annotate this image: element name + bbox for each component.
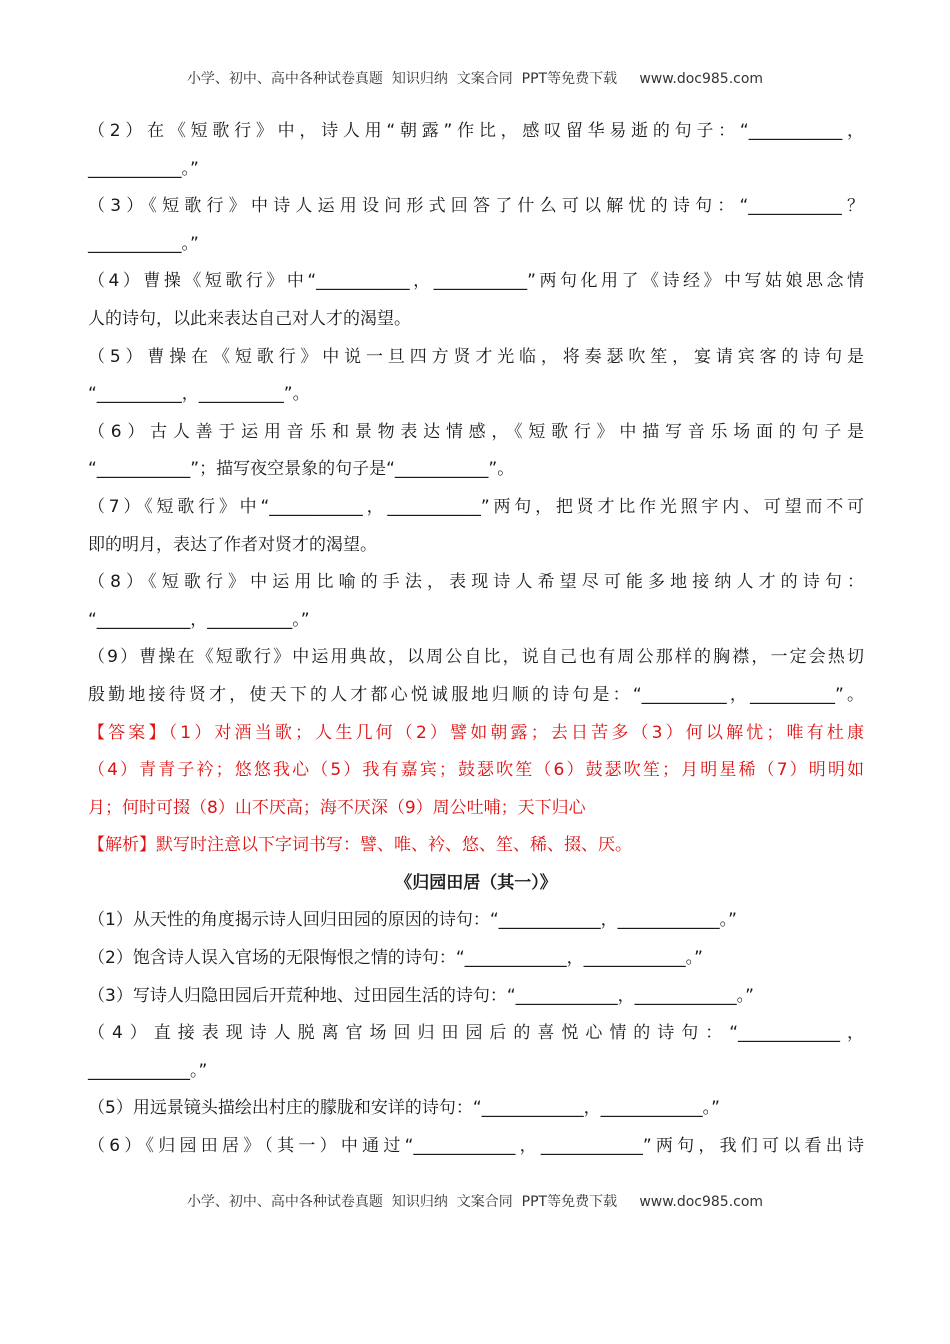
- question-2-line-1: （2）在《短歌行》中，诗人用“朝露”作比，感叹留华易逝的句子：“___________，: [88, 121, 864, 141]
- section-title: 《归园田居（其一）》: [395, 872, 557, 893]
- question-3-line-2: ___________。”: [88, 233, 199, 254]
- question-4-line-2: 人的诗句，以此来表达自己对人才的渴望。: [88, 308, 411, 329]
- answer-line-1: 【答案】（1）对酒当歌；人生几何（2）譬如朝露；去日苦多（3）何以解忧；唯有杜康: [88, 722, 864, 743]
- section2-question-3: （3）写诗人归隐田园后开荒种地、过田园生活的诗句：“____________，____________。”: [88, 985, 754, 1006]
- question-8-line-1: （8）《短歌行》中运用比喻的手法，表现诗人希望尽可能多地接纳人才的诗句：: [88, 572, 864, 593]
- question-7-line-2: 即的明月，表达了作者对贤才的渴望。: [88, 534, 377, 555]
- question-9-line-2: 殷勤地接待贤才，使天下的人才都心悦诚服地归顺的诗句是：“__________，__________”。: [88, 684, 864, 705]
- document-body: [88, 113, 864, 1166]
- question-6-line-1: （6）古人善于运用音乐和景物表达情感，《短歌行》中描写音乐场面的句子是: [88, 421, 864, 442]
- section2-question-4-line-1: （4）直接表现诗人脱离官场回归田园后的喜悦心情的诗句：“____________，: [88, 1023, 864, 1044]
- question-5-line-2: “__________，__________”。: [88, 384, 310, 405]
- page-footer: 小学、初中、高中各种试卷真题 知识归纳 文案合同 PPT等免费下载 www.doc985.com: [186, 1194, 764, 1210]
- analysis-line: 【解析】默写时注意以下字词书写：譬、唯、衿、悠、笙、稀、掇、厌。: [88, 835, 632, 856]
- question-5-line-1: （5）曹操在《短歌行》中说一旦四方贤才光临，将奏瑟吹笙，宴请宾客的诗句是: [88, 346, 864, 367]
- section2-question-1: （1）从天性的角度揭示诗人回归田园的原因的诗句：“____________，____________。”: [88, 910, 737, 931]
- question-6-line-2: “___________”；描写夜空景象的句子是“___________”。: [88, 459, 515, 480]
- question-8-line-2: “___________，__________。”: [88, 609, 310, 630]
- question-3-line-1: （3）《短歌行》中诗人运用设问形式回答了什么可以解忧的诗句：“___________？: [88, 196, 864, 217]
- answer-line-2: （4）青青子衿；悠悠我心（5）我有嘉宾；鼓瑟吹笙（6）鼓瑟吹笙；月明星稀（7）明明如: [88, 760, 864, 781]
- section2-question-2: （2）饱含诗人误入官场的无限悔恨之情的诗句：“____________，____________。”: [88, 948, 703, 969]
- answer-line-3: 月；何时可掇（8）山不厌高；海不厌深（9）周公吐哺；天下归心: [88, 797, 586, 818]
- section2-question-6-line-1: （6）《归园田居》（其一）中通过“____________，____________”两句，我们可以看出诗: [88, 1136, 864, 1157]
- question-2-line-2: ___________。”: [88, 158, 199, 179]
- page-header: 小学、初中、高中各种试卷真题 知识归纳 文案合同 PPT等免费下载 www.doc985.com: [186, 71, 764, 87]
- section2-question-4-line-2: ____________。”: [88, 1060, 208, 1081]
- section2-question-5: （5）用远景镜头描绘出村庄的朦胧和安详的诗句：“____________，____________。”: [88, 1098, 720, 1119]
- question-7-line-1: （7）《短歌行》中“___________，___________”两句，把贤才比作光照宇内、可望而不可: [88, 496, 864, 517]
- question-4-line-1: （4）曹操《短歌行》中“___________，___________”两句化用了《诗经》中写姑娘思念情: [88, 271, 864, 292]
- question-9-line-1: （9）曹操在《短歌行》中运用典故，以周公自比，说自己也有周公那样的胸襟，一定会热切: [88, 647, 864, 668]
